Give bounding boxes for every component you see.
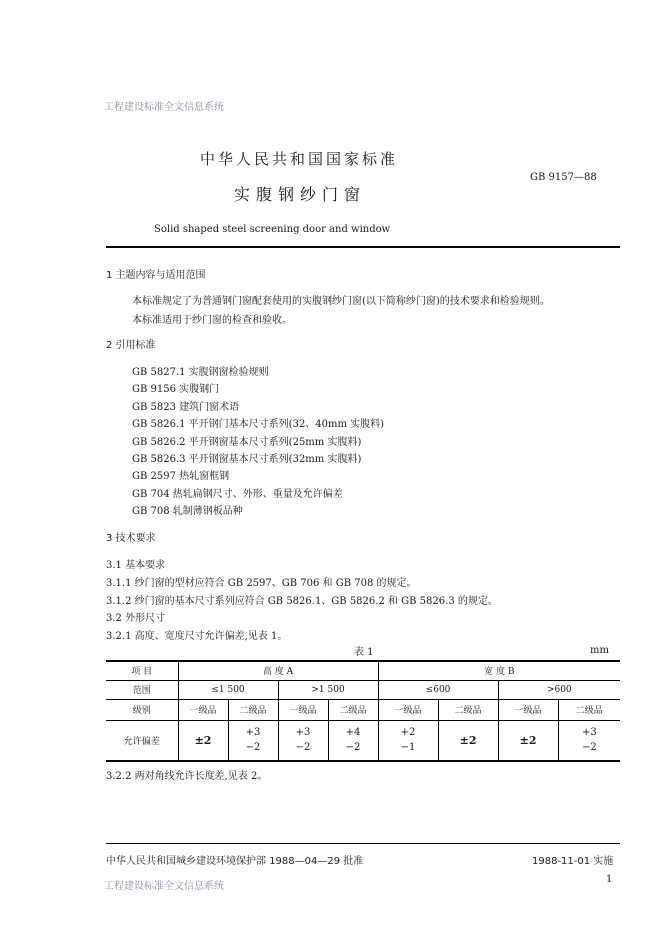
table-range-cell: >1 500 — [278, 680, 378, 699]
reference-item: GB 2597 热轧窗框钢 — [132, 471, 230, 482]
tolerance-cell — [558, 720, 620, 761]
tolerance-value: ±2 — [519, 733, 537, 747]
english-title: Solid shaped steel screening door and window — [154, 224, 391, 235]
reference-item: GB 708 轧制薄钢板品种 — [132, 506, 243, 517]
tolerance-table — [106, 660, 620, 762]
document-title: 实腹钢纱门窗 — [234, 185, 367, 204]
section-3-heading: 3 技术要求 — [106, 533, 156, 544]
tolerance-cell — [328, 720, 378, 761]
clause-3-2-2: 3.2.2 两对角线允许长度差,见表 2。 — [106, 771, 268, 782]
clause-3-2: 3.2 外形尺寸 — [106, 613, 166, 624]
tolerance-upper: +2 — [400, 727, 416, 739]
page-number: 1 — [606, 874, 613, 885]
reference-item: GB 5827.1 实腹钢窗检验规则 — [132, 367, 269, 378]
table-grade-cell: 二级品 — [558, 699, 620, 720]
tolerance-cell — [438, 720, 498, 761]
tolerance-upper: +3 — [245, 727, 261, 739]
clause-3-1-2: 3.1.2 纱门窗的基本尺寸系列应符合 GB 5826.1、GB 5826.2 和 GB 5826.3 的规定。 — [106, 596, 498, 607]
table-range-cell: ≤600 — [378, 680, 498, 699]
watermark-bottom: 工程建设标准全文信息系统 — [104, 881, 224, 892]
reference-item: GB 704 热轧扁钢尺寸、外形、重量及允许偏差 — [132, 489, 343, 500]
tolerance-cell — [498, 720, 558, 761]
tolerance-value: ±2 — [459, 733, 477, 747]
table-header-item: 项 目 — [106, 661, 178, 680]
tolerance-upper: +3 — [581, 727, 597, 739]
reference-item: GB 5826.1 平开钢门基本尺寸系列(32、40mm 实腹料) — [132, 419, 385, 430]
reference-item: GB 9156 实腹钢门 — [132, 384, 220, 395]
table-grade-cell: 二级品 — [328, 699, 378, 720]
section-1-paragraph-2: 本标准适用于纱门窗的检查和验收。 — [132, 315, 292, 326]
standard-authority: 中华人民共和国国家标准 — [200, 150, 399, 168]
tolerance-cell — [178, 720, 228, 761]
reference-item: GB 5826.2 平开钢窗基本尺寸系列(25mm 实腹料) — [132, 437, 362, 448]
tolerance-upper: +3 — [295, 727, 311, 739]
table-header-height: 高 度 A — [178, 661, 378, 680]
tolerance-upper: +4 — [345, 727, 361, 739]
footer-rule — [106, 843, 620, 844]
reference-item: GB 5826.3 平开钢窗基本尺寸系列(32mm 实腹料) — [132, 454, 362, 465]
table-range-cell: ≤1 500 — [178, 680, 278, 699]
tolerance-cell — [278, 720, 328, 761]
watermark-top: 工程建设标准全文信息系统 — [104, 102, 224, 113]
table-header-width: 宽 度 B — [378, 661, 620, 680]
tolerance-value: ±2 — [194, 733, 212, 747]
tolerance-cell — [228, 720, 278, 761]
effective-date: 1988-11-01 实施 — [532, 856, 614, 867]
standard-number: GB 9157—88 — [530, 172, 597, 183]
section-2-heading: 2 引用标准 — [106, 340, 156, 351]
reference-item: GB 5823 建筑门窗术语 — [132, 402, 240, 413]
tolerance-cell — [378, 720, 438, 761]
table-grade-cell: 二级品 — [438, 699, 498, 720]
clause-3-1-1: 3.1.1 纱门窗的型材应符合 GB 2597、GB 706 和 GB 708 的规定。 — [106, 578, 417, 589]
tolerance-lower: −2 — [245, 742, 261, 754]
table-grade-cell: 二级品 — [228, 699, 278, 720]
table-grade-label: 级别 — [106, 699, 178, 720]
tolerance-lower: −2 — [345, 742, 361, 754]
tolerance-lower: −2 — [295, 742, 311, 754]
table-unit: mm — [590, 645, 609, 656]
section-1-paragraph-1: 本标准规定了为普通钢门窗配套使用的实腹钢纱门窗(以下简称纱门窗)的技术要求和检验规则。 — [132, 296, 550, 307]
table-grade-cell: 一级品 — [378, 699, 438, 720]
table-tolerance-label: 允许偏差 — [106, 720, 178, 761]
table-grade-cell: 一级品 — [278, 699, 328, 720]
table-grade-cell: 一级品 — [178, 699, 228, 720]
clause-3-2-1: 3.2.1 高度、宽度尺寸允许偏差,见表 1。 — [106, 631, 288, 642]
table-range-label: 范围 — [106, 680, 178, 699]
section-1-heading: 1 主题内容与适用范围 — [106, 270, 206, 281]
table-range-cell: >600 — [498, 680, 620, 699]
tolerance-lower: −1 — [400, 742, 416, 754]
tolerance-lower: −2 — [581, 742, 597, 754]
table-caption: 表 1 — [354, 647, 374, 658]
clause-3-1: 3.1 基本要求 — [106, 560, 166, 571]
approval-line: 中华人民共和国城乡建设环境保护部 1988—04—29 批准 — [106, 856, 364, 867]
table-grade-cell: 一级品 — [498, 699, 558, 720]
header-rule — [106, 246, 620, 248]
